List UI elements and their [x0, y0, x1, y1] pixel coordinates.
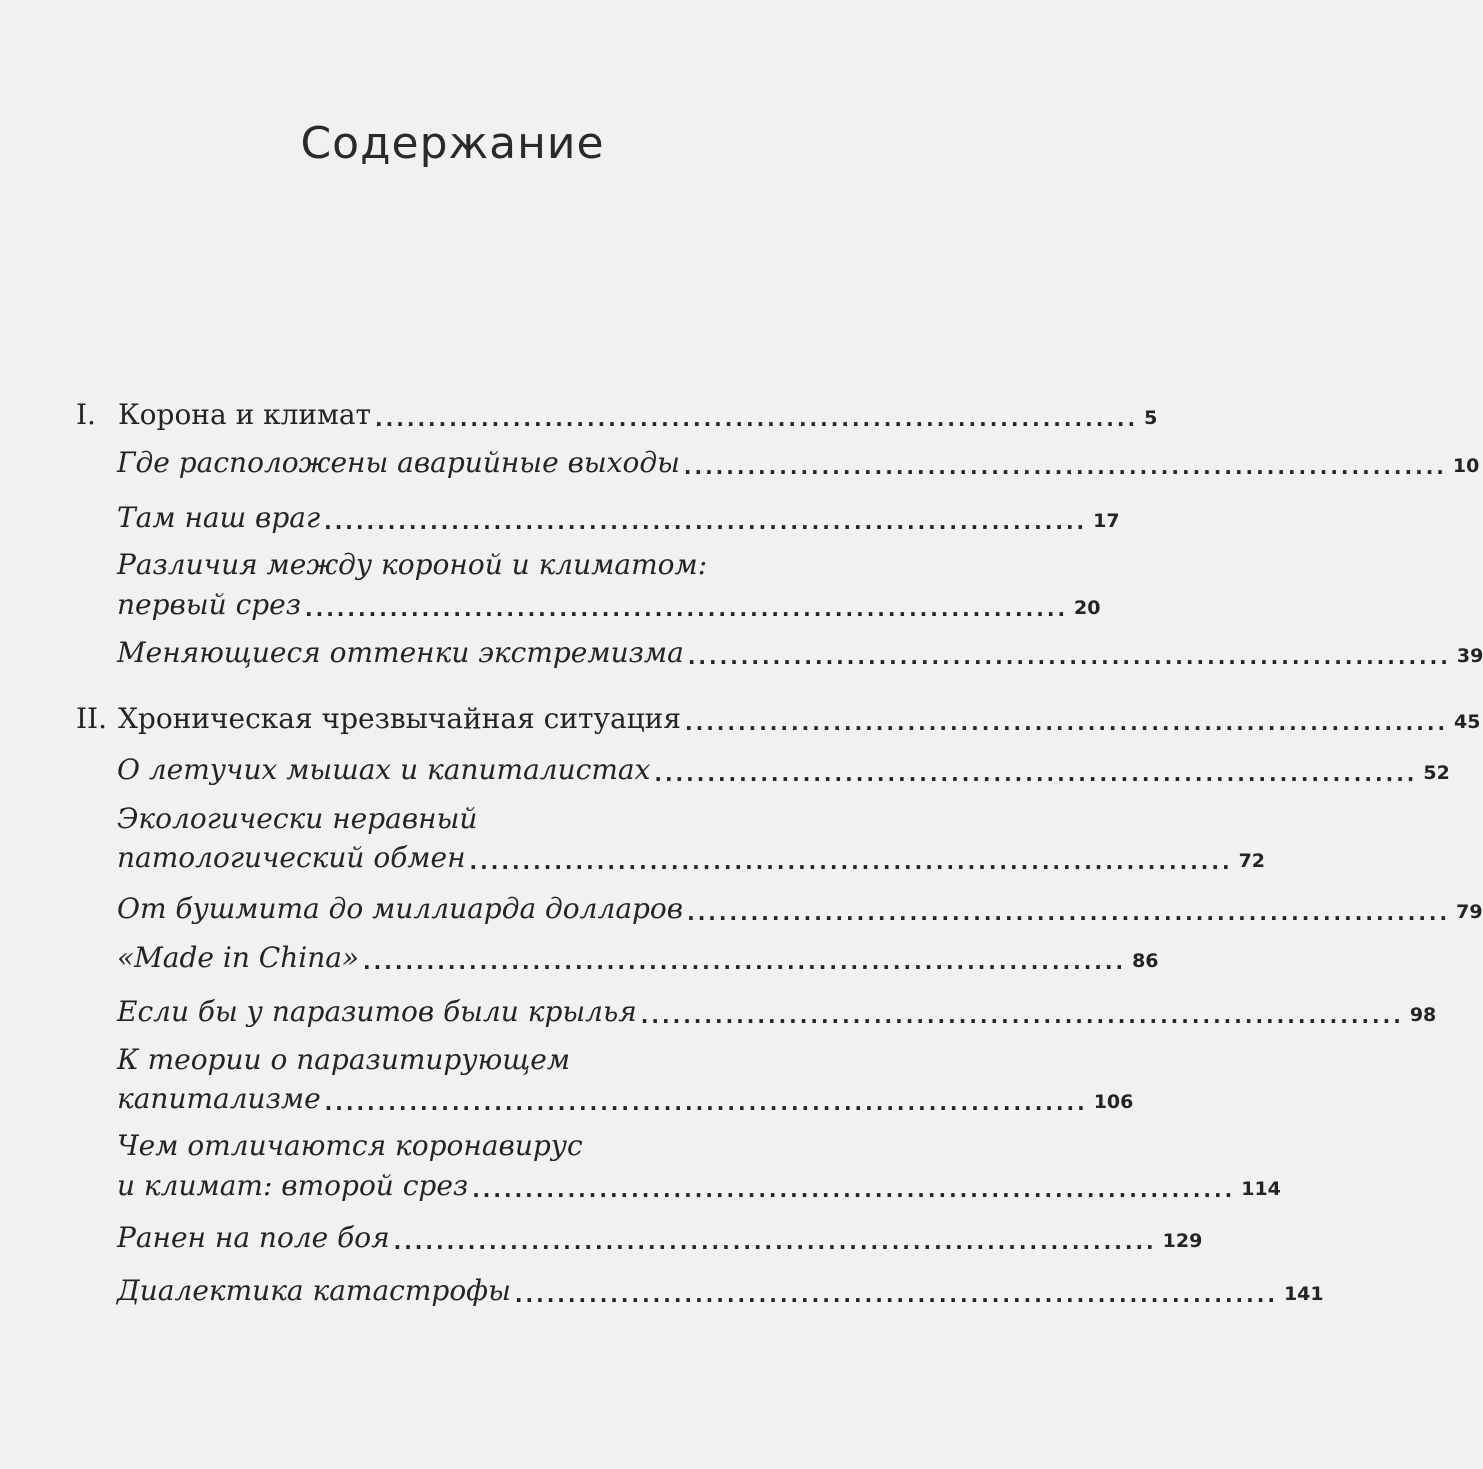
leader-dots: ........................................................................ — [469, 850, 1233, 874]
leader-dots: ........................................................................ — [687, 645, 1451, 669]
leader-dots: ........................................................................ — [640, 1004, 1404, 1028]
part-number: II. — [76, 702, 108, 735]
toc-page-number: 20 — [1074, 597, 1101, 619]
toc-page-number: 45 — [1454, 711, 1481, 733]
toc-entry — [117, 496, 1120, 540]
leader-dots: ........................................................................ — [393, 1230, 1157, 1254]
toc-label: и климат: второй срез — [117, 1169, 469, 1202]
toc-page-number: 72 — [1238, 850, 1266, 872]
leader-dots: ........................................................................ — [324, 510, 1088, 534]
toc-label: Там наш враг — [117, 501, 321, 534]
toc-label-line1: Различия между короной и климатом: — [117, 548, 708, 581]
toc-page-number: 98 — [1409, 1004, 1437, 1026]
toc-label-line1: Чем отличаются коронавирус — [117, 1129, 583, 1162]
page-title: Содержание — [300, 118, 605, 169]
leader-dots: ........................................................................ — [363, 950, 1127, 974]
toc-entry — [117, 936, 1159, 980]
toc-page-number: 39 — [1456, 645, 1483, 667]
toc-entry — [117, 583, 1101, 627]
leader-dots: ........................................................................ — [324, 1091, 1088, 1115]
toc-label: Корона и климат — [118, 398, 372, 431]
leader-dots: ........................................................................ — [472, 1178, 1236, 1202]
toc-entry — [117, 887, 1483, 931]
toc-entry — [117, 1077, 1134, 1121]
toc-entry — [117, 631, 1483, 675]
toc-page-number: 106 — [1093, 1091, 1134, 1113]
toc-page-number: 86 — [1132, 950, 1159, 972]
toc-label: патологический обмен — [117, 841, 466, 874]
toc-part-1 — [76, 393, 1158, 437]
toc-entry — [117, 748, 1450, 792]
toc-entry — [117, 990, 1437, 1034]
leader-dots: ........................................................................ — [375, 407, 1139, 431]
toc-label: первый срез — [117, 588, 302, 621]
toc-label-line1: Экологически неравный — [117, 802, 478, 835]
leader-dots: ........................................................................ — [683, 455, 1447, 479]
toc-label: «Made in China» — [117, 941, 360, 974]
toc-page-number: 79 — [1456, 901, 1483, 923]
leader-dots: ........................................................................ — [687, 901, 1451, 925]
toc-label: Где расположены аварийные выходы — [117, 446, 680, 479]
toc-label: От бушмита до миллиарда долларов — [117, 892, 684, 925]
toc-entry — [117, 836, 1266, 880]
toc-label-line1: К теории о паразитирующем — [117, 1043, 571, 1076]
toc-label: капитализме — [117, 1082, 321, 1115]
toc-part-2 — [76, 697, 1481, 741]
toc-label: Хроническая чрезвычайная ситуация — [118, 702, 682, 735]
toc-page-number: 114 — [1241, 1178, 1281, 1200]
part-number: I. — [76, 398, 96, 431]
toc-entry — [117, 1216, 1203, 1260]
toc-page-number: 5 — [1144, 407, 1158, 429]
toc-label: Меняющиеся оттенки экстремизма — [117, 636, 684, 669]
toc-entry — [117, 1164, 1281, 1208]
toc-page-number: 10 — [1452, 455, 1480, 477]
toc-page-number: 17 — [1093, 510, 1120, 532]
toc-page-number: 141 — [1283, 1283, 1324, 1305]
toc-label: Если бы у паразитов были крылья — [117, 995, 637, 1028]
leader-dots: ........................................................................ — [305, 597, 1069, 621]
leader-dots: ........................................................................ — [685, 711, 1449, 735]
toc-label: О летучих мышах и капиталистах — [117, 753, 651, 786]
leader-dots: ........................................................................ — [514, 1283, 1278, 1307]
toc-entry — [117, 1269, 1324, 1313]
toc-page-number: 129 — [1162, 1230, 1203, 1252]
toc-label: Ранен на поле боя — [117, 1221, 390, 1254]
toc-page-number: 52 — [1423, 762, 1450, 784]
toc-entry — [117, 441, 1480, 485]
leader-dots: ........................................................................ — [654, 762, 1418, 786]
toc-label: Диалектика катастрофы — [117, 1274, 511, 1307]
